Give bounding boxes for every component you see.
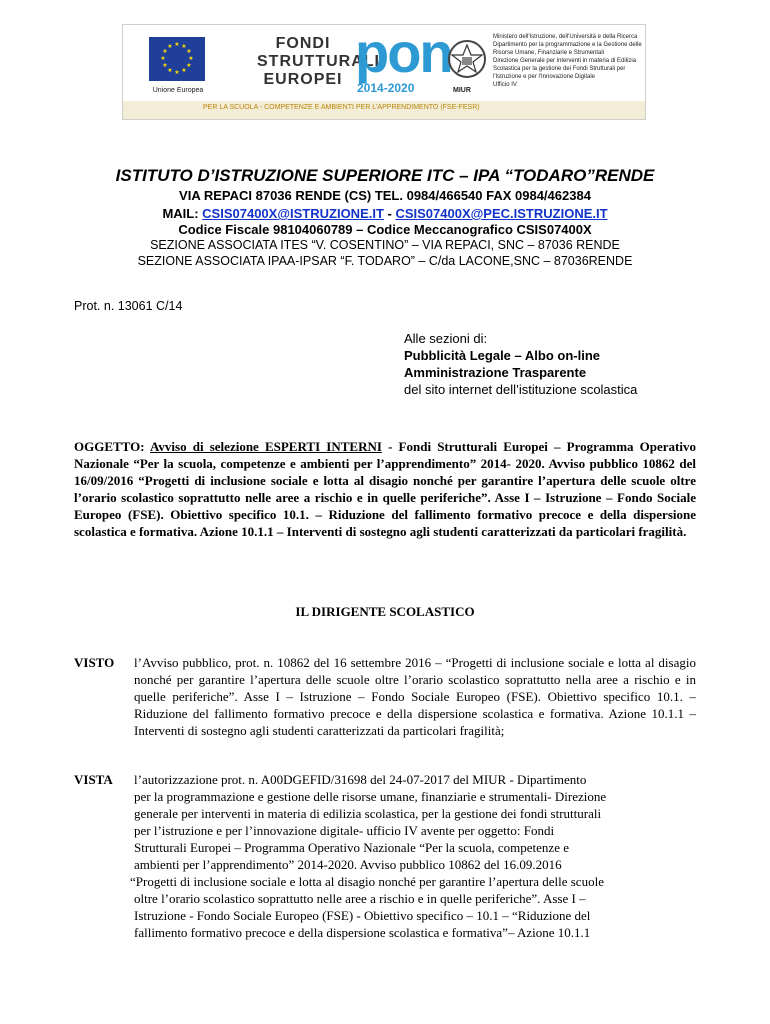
svg-text:★: ★ — [186, 62, 192, 69]
vista-key: VISTA — [74, 772, 113, 787]
eu-flag-icon — [149, 37, 205, 81]
ministry-line: Ministero dell'Istruzione, dell'Università e della Ricerca — [493, 34, 638, 40]
school-mail — [80, 206, 690, 221]
recipient-albo: Pubblicità Legale – Albo on-line — [404, 348, 600, 363]
subject-paragraph — [74, 438, 696, 540]
vista-text — [130, 771, 696, 941]
svg-text:★: ★ — [162, 62, 168, 69]
subject-underlined: Avviso di selezione ESPERTI INTERNI — [150, 439, 382, 454]
vista-line: per l’istruzione e per l’innovazione digitale- ufficio IV avente per oggetto: Fondi — [134, 823, 555, 838]
ministry-text — [493, 33, 643, 89]
recipient-site: del sito internet dell’istituzione scolastica — [404, 382, 638, 397]
sezione-ipaa: SEZIONE ASSOCIATA IPAA-IPSAR “F. TODARO” – C/da LACONE,SNC – 87036RENDE — [137, 254, 633, 268]
vista-line: generale per interventi in materia di edilizia scolastica, per la gestione dei fondi strutturali — [134, 806, 602, 821]
eu-stars-graphic — [149, 37, 205, 81]
pon-wordmark: pon — [355, 21, 452, 84]
svg-text:★: ★ — [174, 41, 180, 48]
vista-line: oltre l’orario scolastico soprattutto nelle aree a rischio e in quelle periferiche”. Asse I – — [134, 891, 586, 906]
ministry-line: Direzione Generale per interventi in materia di Edilizia — [493, 58, 637, 64]
eu-label: Unione Europea — [152, 87, 204, 94]
school-codes: Codice Fiscale 98104060789 – Codice Meccanografico CSIS07400X — [178, 222, 592, 237]
banner-tagline: PER LA SCUOLA - COMPETENZE E AMBIENTI PER L'APPRENDIMENTO (FSE-FESR) — [203, 104, 480, 111]
svg-text:★: ★ — [181, 67, 187, 74]
subject-text: - Fondi Strutturali Europei – Programma Operativo Nazionale “Per la scuola, competenze e ambienti per l’apprendimento” 2014- 2020. Avviso pubblico 10862 del 16/09/2016 “Progetti di inclusione sociale e lotta al disagio nonché per garantire l’apertura delle scuole oltre l’orario scolastico soprattutto nelle aree a rischio e in quelle periferiche”. Asse I – Istruzione – Fondo Sociale Europeo (FSE). Obiettivo specifico 10.1. – Riduzione del fallimento formativo precoce e della dispersione scolastica e formativa. Azione 10.1.1 – Interventi di sostegno agli studenti caratterizzati da particolari fragilità. — [74, 439, 697, 539]
vista-line: fallimento formativo precoce e della dispersione scolastica e formativa”– Azione 10.1.1 — [134, 925, 591, 940]
vista-line: Istruzione - Fondo Sociale Europeo (FSE) - Obiettivo specifico – 10.1 – “Riduzione del — [134, 908, 591, 923]
school-address: VIA REPACI 87036 RENDE (CS) TEL. 0984/466540 FAX 0984/462384 — [179, 188, 591, 203]
ministry-line: Risorse Umane, Finanziarie e Strumentali — [493, 50, 605, 56]
vista-line: l’autorizzazione prot. n. A00DGEFID/31698 del 24-07-2017 del MIUR - Dipartimento — [134, 772, 587, 787]
mail-link-istruzione[interactable]: CSIS07400X@ISTRUZIONE.IT — [202, 206, 384, 221]
sezione-ites: SEZIONE ASSOCIATA ITES “V. COSENTINO” – VIA REPACI, SNC – 87036 RENDE — [150, 238, 620, 252]
svg-text:★: ★ — [186, 48, 192, 55]
fondi-strutturali-logo — [257, 35, 380, 89]
vista-line: “Progetti di inclusione sociale e lotta al disagio nonché per garantire l’apertura delle scuole — [130, 874, 604, 889]
fondi-line: FONDI — [275, 35, 331, 52]
section-heading: IL DIRIGENTE SCOLASTICO — [295, 604, 475, 619]
vista-line: per la programmazione e gestione delle risorse umane, finanziarie e strumentali- Direzione — [134, 789, 607, 804]
svg-text:★: ★ — [160, 55, 166, 62]
italian-emblem-icon — [445, 37, 489, 83]
recipient-trasparente: Amministrazione Trasparente — [404, 365, 587, 380]
pon-logo — [355, 21, 452, 97]
svg-text:★: ★ — [188, 55, 194, 62]
ministry-line: Scolastica per la gestione dei Fondi Strutturali per — [493, 66, 626, 72]
fondi-line: STRUTTURALI — [257, 53, 380, 70]
vista-line: Strutturali Europei – Programma Operativo Nazionale “Per la scuola, competenze e — [134, 840, 569, 855]
visto-key: VISTO — [74, 655, 115, 670]
miur-label: MIUR — [453, 87, 471, 94]
ministry-line: Ufficio IV — [493, 82, 517, 88]
school-name: ISTITUTO D’ISTRUZIONE SUPERIORE ITC – IPA “TODARO”RENDE — [115, 166, 655, 185]
recipients — [404, 330, 637, 398]
header-banner — [122, 21, 646, 120]
protocol-number: Prot. n. 13061 C/14 — [74, 299, 183, 313]
subject-label: OGGETTO: — [74, 439, 145, 454]
banner-strip — [123, 101, 645, 119]
visto-text: l’Avviso pubblico, prot. n. 10862 del 16 settembre 2016 – “Progetti di inclusione sociale e lotta al disagio nonché per garantire l’apertura delle scuole oltre l’orario scolastico soprattutto nella aree a rischio e in quelle periferiche”. Asse I – Istruzione – Fondo Sociale Europeo (FSE). Obiettivo specifico 10.1. – Riduzione del fallimento formativo precoce e della dispersione scolastica e formativa. Azione 10.1.1 – Interventi di sostegno agli studenti caratterizzati da particolari fragilità; — [134, 655, 696, 738]
svg-text:★: ★ — [167, 67, 173, 74]
mail-prefix: MAIL: — [162, 206, 203, 221]
svg-text:★: ★ — [181, 43, 187, 50]
mail-link-pec[interactable]: CSIS07400X@PEC.ISTRUZIONE.IT — [395, 206, 608, 221]
ministry-line: Dipartimento per la programmazione e la Gestione delle — [493, 42, 642, 48]
vista-line: ambienti per l’apprendimento” 2014-2020. Avviso pubblico 10862 del 16.09.2016 — [134, 857, 562, 872]
fondi-line: EUROPEI — [263, 71, 343, 88]
mail-separator: - — [383, 206, 396, 221]
ministry-line: l'Istruzione e per l'Innovazione Digitale — [493, 74, 596, 80]
svg-text:★: ★ — [167, 43, 173, 50]
svg-text:★: ★ — [174, 69, 180, 76]
pon-years: 2014-2020 — [357, 81, 415, 95]
svg-text:★: ★ — [162, 48, 168, 55]
recipients-intro: Alle sezioni di: — [404, 331, 488, 346]
